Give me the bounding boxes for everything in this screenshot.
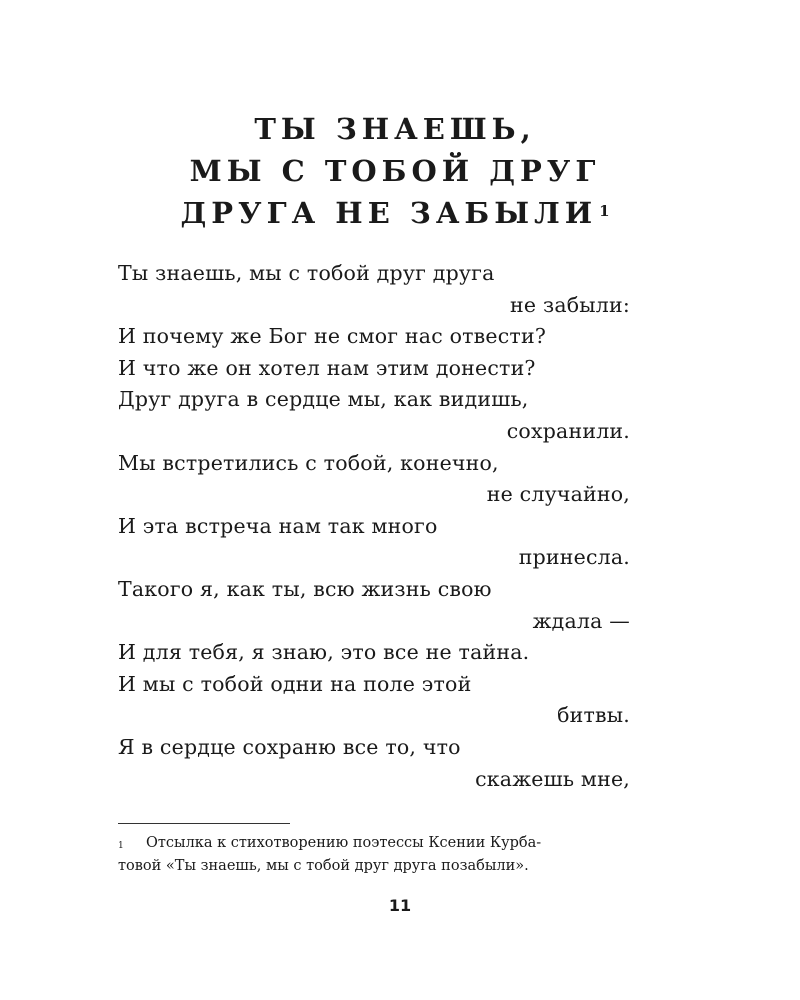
footnote-reference: 1 (599, 202, 610, 220)
title-line: МЫ С ТОБОЙ ДРУГ (189, 154, 601, 188)
page-number: 11 (388, 896, 412, 915)
footnote-mark: 1 (118, 841, 124, 851)
poem-line-continuation: не случайно, (486, 482, 630, 507)
poem-line: И эта встреча нам так много (118, 513, 438, 538)
poem-line: Мы встретились с тобой, конечно, (118, 450, 499, 475)
poem-line: Ты знаешь, мы с тобой друг друга (118, 261, 495, 285)
poem-line-continuation: ждала — (532, 608, 630, 633)
poem-line: Я в сердце сохраню все то, что (118, 734, 461, 759)
footnote-text: Отсылка к стихотворению поэтессы Ксении Курба- (146, 835, 542, 851)
poem-line-continuation: принесла. (518, 545, 630, 570)
footnote (118, 832, 632, 878)
poem-line: И что же он хотел нам этим донести? (118, 355, 536, 380)
poem-line: И почему же Бог не смог нас отвести? (118, 324, 547, 349)
title-line: ДРУГА НЕ ЗАБЫЛИ $^1$ (180, 196, 610, 230)
poem-body (118, 258, 630, 795)
poem-line: Такого я, как ты, всю жизнь свою (118, 576, 492, 601)
poem-line-continuation: битвы. (557, 703, 630, 728)
title-line: ТЫ ЗНАЕШЬ, (254, 112, 536, 146)
poem-line: И для тебя, я знаю, это все не тайна. (118, 640, 530, 665)
poem-line-continuation: сохранили. (506, 418, 630, 443)
footnote-divider (118, 823, 290, 824)
poem-title (100, 108, 690, 234)
poem-line: Друг друга в сердце мы, как видишь, (118, 387, 529, 412)
poem-line-continuation: не забыли: (510, 292, 630, 317)
footnote-line: товой «Ты знаешь, мы с тобой друг друга позабыли». (118, 858, 529, 874)
poem-line: И мы с тобой одни на поле этой (118, 671, 472, 696)
poem-line-continuation: скажешь мне, (475, 766, 630, 791)
footnote-line (118, 832, 632, 855)
